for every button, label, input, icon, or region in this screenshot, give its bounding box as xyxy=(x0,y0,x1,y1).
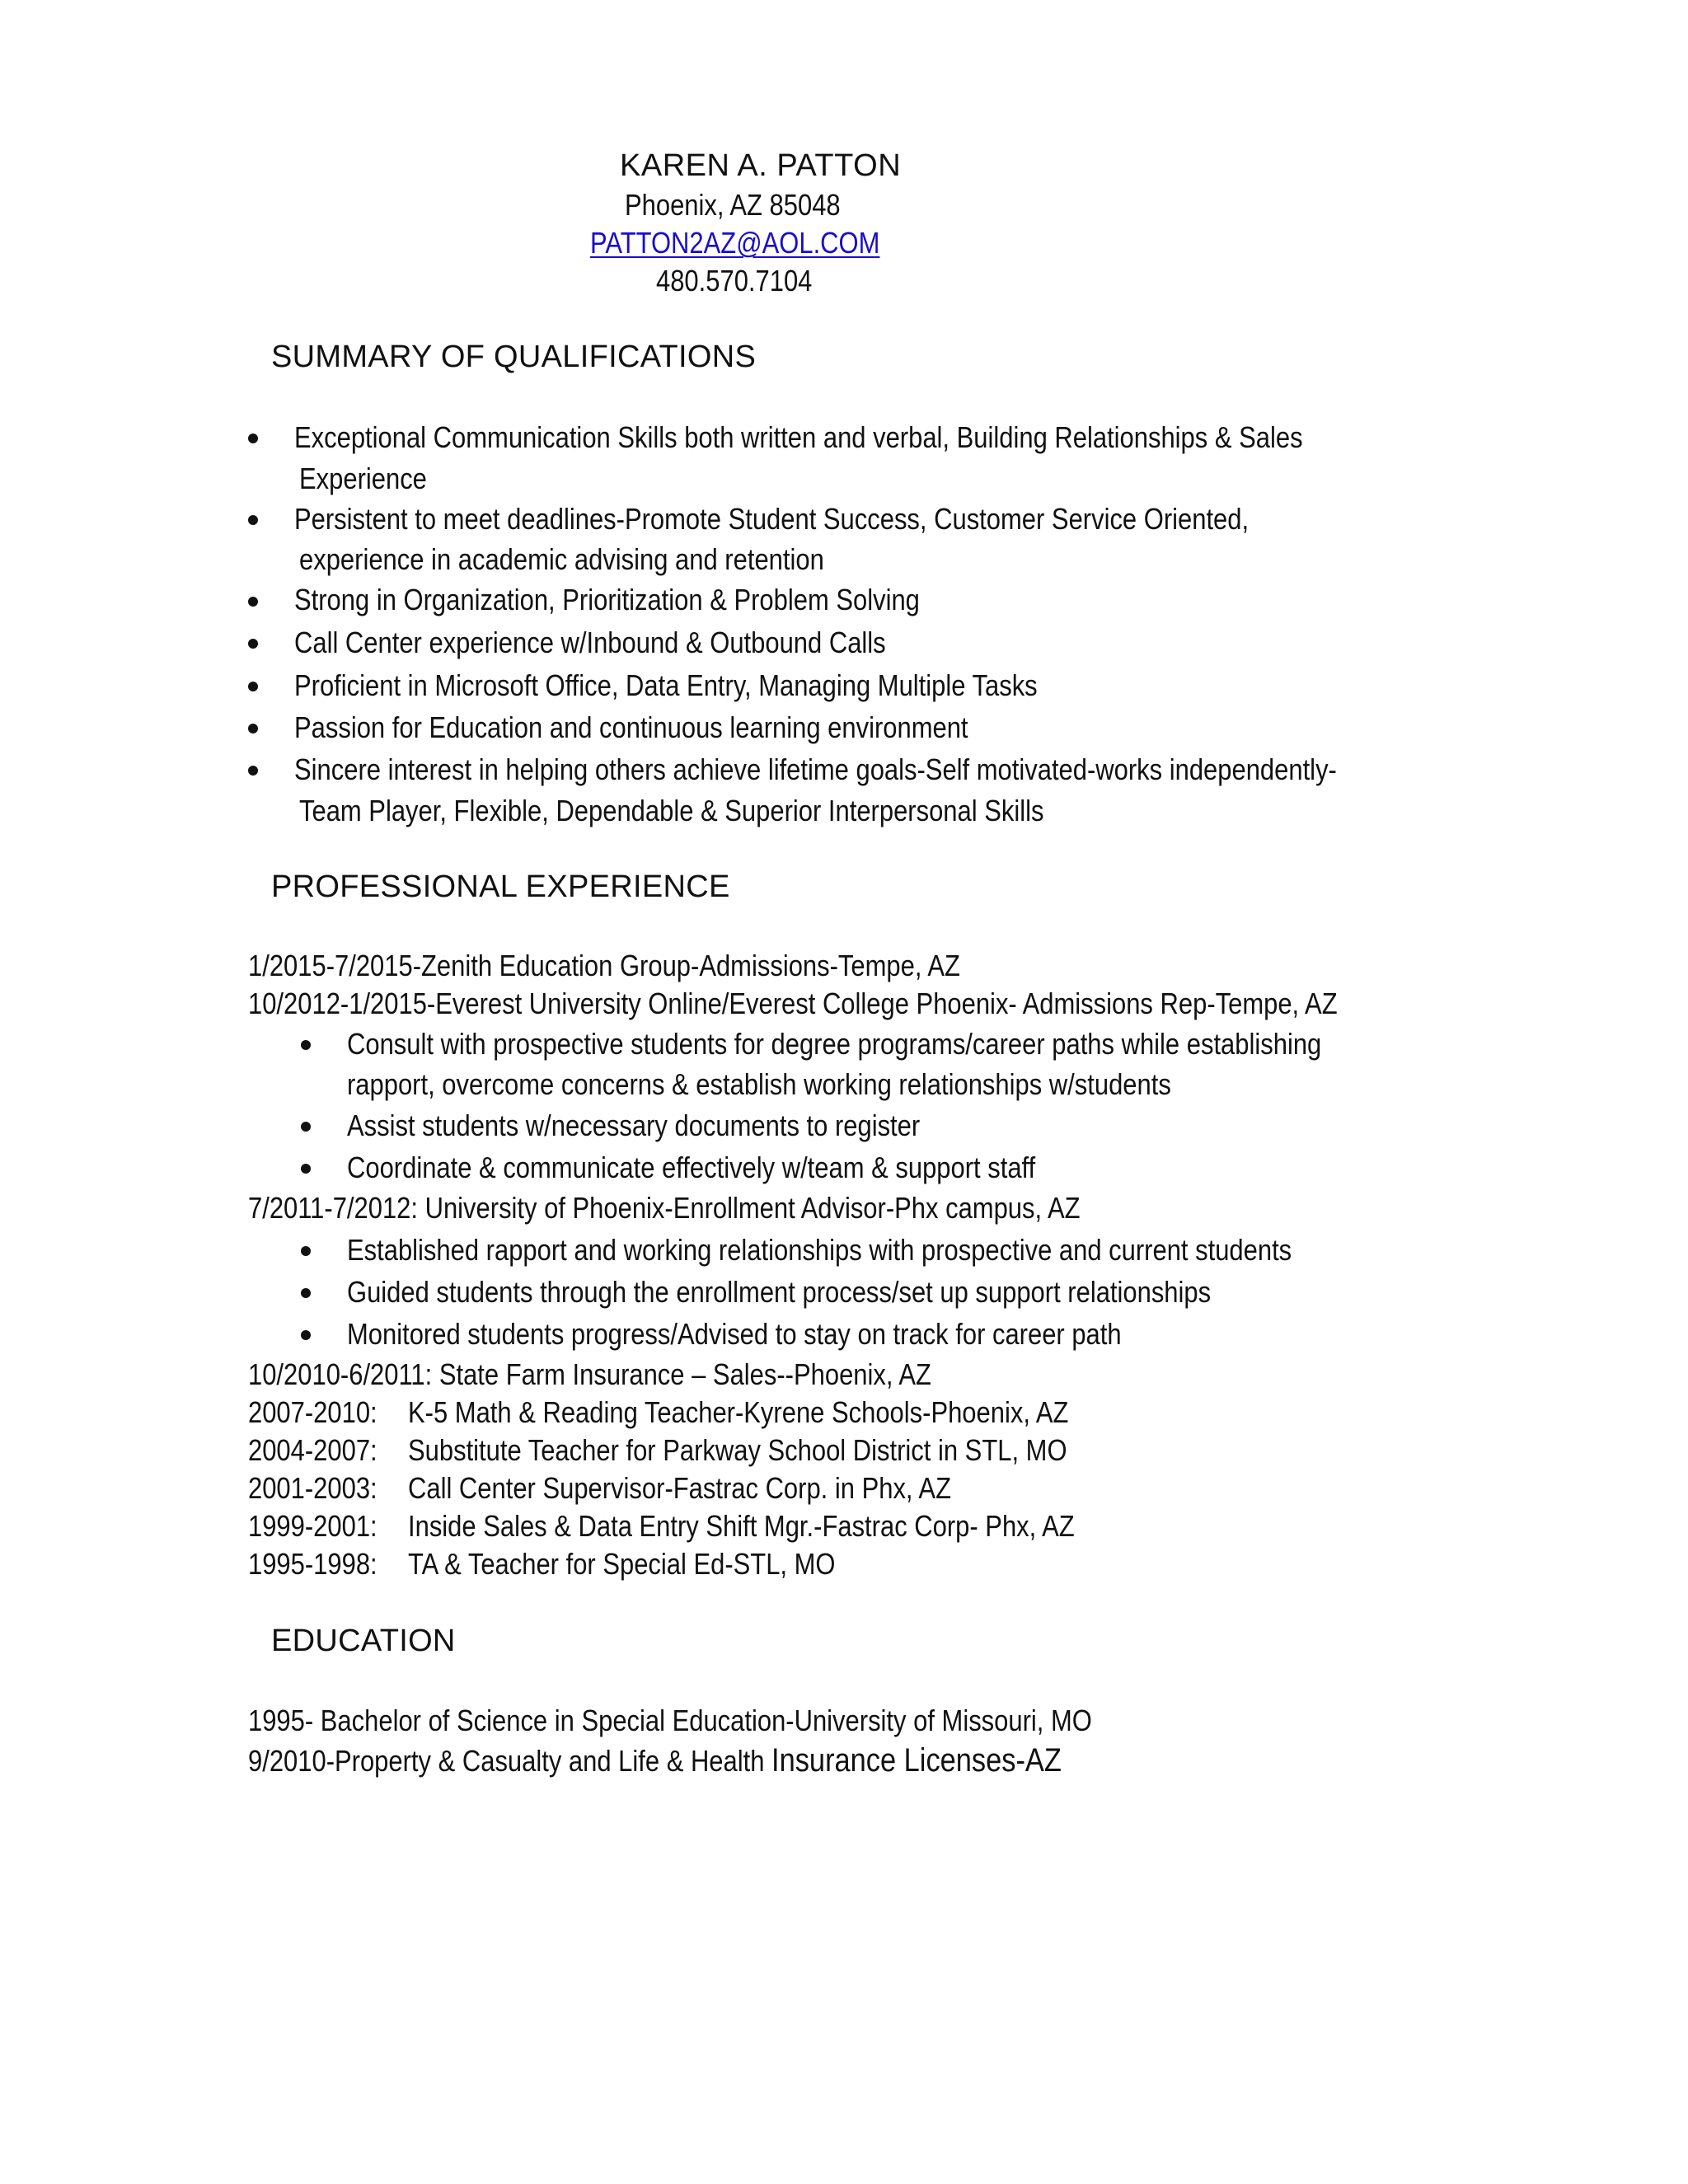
job-duty-cont: rapport, overcome concerns & establish working relationships w/students xyxy=(347,1067,1171,1101)
job-entry: 10/2012-1/2015-Everest University Online/Everest College Phoenix- Admissions Rep-Tempe, AZ xyxy=(248,987,1338,1020)
license-text-large: Insurance Licenses-AZ xyxy=(771,1742,1062,1779)
bullet-icon xyxy=(301,1040,311,1050)
summary-heading: SUMMARY OF QUALIFICATIONS xyxy=(271,340,757,374)
summary-item-4: Call Center experience w/Inbound & Outbound Calls xyxy=(294,626,886,659)
bullet-icon xyxy=(301,1164,311,1174)
job-entry: 1/2015-7/2015-Zenith Education Group-Admissions-Tempe, AZ xyxy=(248,949,960,982)
candidate-address: Phoenix, AZ 85048 xyxy=(625,188,841,222)
license-text: 9/2010-Property & Casualty and Life & Health xyxy=(248,1744,772,1778)
bullet-icon xyxy=(248,766,258,776)
job-years: 1995-1998: xyxy=(248,1547,377,1581)
job-duty: Established rapport and working relationships with prospective and current students xyxy=(347,1233,1292,1267)
summary-item-1-cont: Experience xyxy=(299,462,427,495)
bullet-icon xyxy=(301,1122,311,1132)
education-license xyxy=(248,1742,1062,1779)
bullet-icon xyxy=(248,639,258,649)
summary-item-3: Strong in Organization, Prioritization & Problem Solving xyxy=(294,583,920,616)
candidate-phone: 480.570.7104 xyxy=(656,264,813,298)
job-role: Substitute Teacher for Parkway School District in STL, MO xyxy=(408,1433,1067,1467)
job-years: 2001-2003: xyxy=(248,1471,377,1505)
job-years: 2007-2010: xyxy=(248,1395,377,1429)
bullet-icon xyxy=(248,515,258,525)
education-degree: 1995- Bachelor of Science in Special Education-University of Missouri, MO xyxy=(248,1704,1092,1737)
bullet-icon xyxy=(301,1246,311,1256)
job-duty: Guided students through the enrollment process/set up support relationships xyxy=(347,1275,1212,1309)
candidate-name: KAREN A. PATTON xyxy=(620,148,902,183)
job-role: Inside Sales & Data Entry Shift Mgr.-Fastrac Corp- Phx, AZ xyxy=(408,1509,1075,1543)
bullet-icon xyxy=(301,1288,311,1298)
job-years: 2004-2007: xyxy=(248,1433,377,1467)
summary-item-7: Sincere interest in helping others achieve lifetime goals-Self motivated-works independently- xyxy=(294,752,1337,786)
summary-item-5: Proficient in Microsoft Office, Data Entry, Managing Multiple Tasks xyxy=(294,668,1038,702)
bullet-icon xyxy=(248,597,258,607)
bullet-icon xyxy=(248,682,258,691)
summary-item-2: Persistent to meet deadlines-Promote Student Success, Customer Service Oriented, xyxy=(294,502,1250,536)
job-years: 1999-2001: xyxy=(248,1509,377,1543)
job-entry: 7/2011-7/2012: University of Phoenix-Enrollment Advisor-Phx campus, AZ xyxy=(248,1191,1081,1225)
summary-item-6: Passion for Education and continuous learning environment xyxy=(294,710,968,744)
job-role: TA & Teacher for Special Ed-STL, MO xyxy=(408,1547,836,1581)
summary-item-7-cont: Team Player, Flexible, Dependable & Superior Interpersonal Skills xyxy=(299,794,1044,827)
job-duty: Consult with prospective students for degree programs/career paths while establishing xyxy=(347,1027,1322,1061)
job-duty: Monitored students progress/Advised to stay on track for career path xyxy=(347,1317,1122,1351)
experience-heading: PROFESSIONAL EXPERIENCE xyxy=(271,869,730,904)
bullet-icon xyxy=(301,1330,311,1340)
job-duty: Coordinate & communicate effectively w/team & support staff xyxy=(347,1151,1036,1184)
education-heading: EDUCATION xyxy=(271,1624,456,1658)
summary-item-2-cont: experience in academic advising and retention xyxy=(299,542,824,576)
job-entry: 10/2010-6/2011: State Farm Insurance – Sales--Phoenix, AZ xyxy=(248,1357,931,1391)
candidate-email-link[interactable]: PATTON2AZ@AOL.COM xyxy=(590,226,880,260)
job-duty: Assist students w/necessary documents to register xyxy=(347,1108,921,1142)
bullet-icon xyxy=(248,724,258,733)
bullet-icon xyxy=(248,434,258,443)
job-role: Call Center Supervisor-Fastrac Corp. in Phx, AZ xyxy=(408,1471,951,1505)
summary-item-1: Exceptional Communication Skills both written and verbal, Building Relationships & Sales xyxy=(294,420,1303,454)
job-role: K-5 Math & Reading Teacher-Kyrene Schools-Phoenix, AZ xyxy=(408,1395,1069,1429)
